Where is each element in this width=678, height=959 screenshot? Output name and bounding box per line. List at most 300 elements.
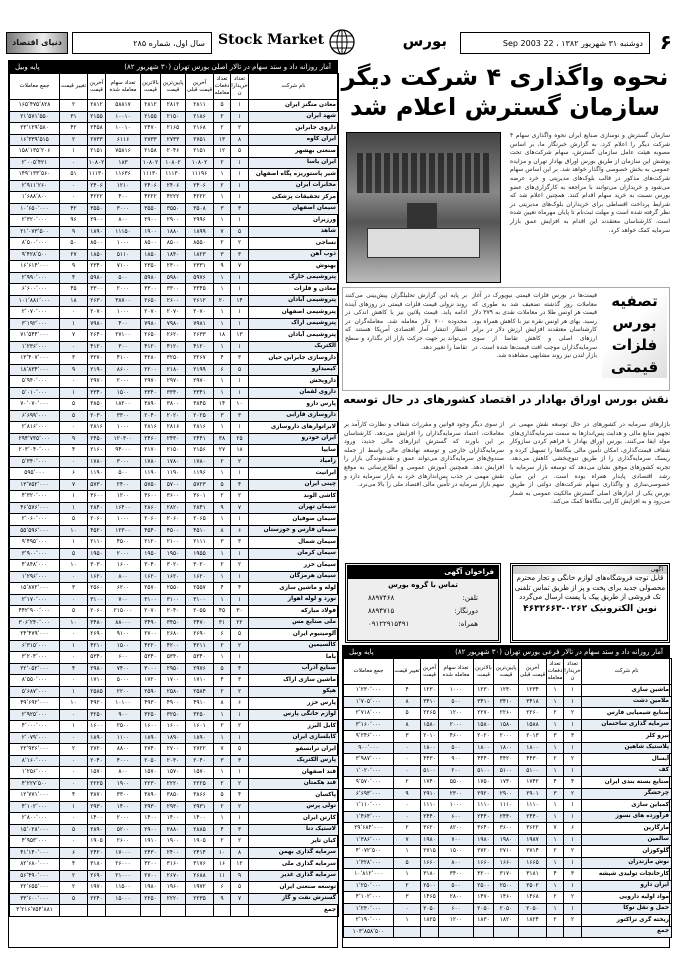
cell-value [214, 905, 231, 917]
cell-value [106, 905, 141, 917]
table-row [10, 675, 339, 687]
cell-value: ۱۸ [231, 445, 249, 457]
box-column-1: قیمت‌ها در بورس فلزات قیمتی نیویورک در آغاز معاملات روز گذشته تضعیف شد به طوری که قیمت هر اونس طلا در معاملات نقدی به ۳۷۹ دلار رسید. بهای هر اونس نقره نیز با کاهش همراه بود. کارشناسان معتقدند افزایش ارزش دلار در برابر ارزهای اصلی و کاهش تقاضا از سوی سرمایه‌گذاران موجب افت قیمت‌ها شده است. در بازار لندن نیز روند مشابهی مشاهده شد. [472, 292, 597, 360]
cell-value: ۱ [564, 765, 582, 777]
cell-value: ۳ [231, 203, 249, 215]
table-row [10, 836, 339, 848]
cell-value: ۱۲۰۰ [106, 491, 141, 503]
cell-value: ۳ [60, 583, 88, 595]
cell-value: ۲۰۴۰ [161, 606, 186, 618]
cell-value: ۲۹۰۰ [88, 215, 106, 227]
contact-title: فراخوان آگهی [348, 566, 498, 579]
cell-value: ۲۹۹۶ [186, 215, 214, 227]
cell-value: ۵ [231, 744, 249, 756]
cell-value: ۹٬۲۴۶٬۰۰۰ [344, 731, 394, 743]
cell-value: ۱ [231, 468, 249, 480]
cell-value: ۷ [231, 502, 249, 514]
cell-value: ۵۸۸۱۷ [106, 100, 141, 112]
cell-value: ۲۱۰۰۰ [106, 870, 141, 882]
cell-value: ۱ [60, 537, 88, 549]
cell-value: ۱ [231, 180, 249, 192]
cell-value: ۲٬۱۷۰٬۰۰۰ [10, 594, 60, 606]
cell-value: ۵۱ [60, 169, 88, 181]
cell-value: ۲۱۵۰۰۰ [106, 606, 141, 618]
cell-value: ۵ [231, 226, 249, 238]
cell-value: ۲۵۰۰ [494, 880, 519, 892]
cell-value: ۱۴۹٬۱۳۳٬۵۶۰ [10, 169, 60, 181]
cell-value: ۲۹۳۱ [186, 801, 214, 813]
cell-value: ۲۲۶۵ [421, 708, 439, 720]
cell-value: ۲۴۶۰ [141, 433, 161, 445]
company-name: فولاد مبارکه [249, 606, 339, 618]
cell-value: ۳۳۴۱ [186, 387, 214, 399]
cell-value: ۲۶۵۰ [141, 295, 161, 307]
company-name: مرکز تحقیقات پزشکی [249, 192, 339, 204]
cell-value: ۵۷۰۰ [161, 479, 186, 491]
cell-value: ۱۵۰۰ [106, 640, 141, 652]
cell-value: ۲٬۱۹۰٬۰۰۰ [344, 915, 394, 927]
table-row [10, 134, 339, 146]
cell-value: ۱۵۰۰ [106, 387, 141, 399]
cell-value: ۲۰۷۰ [88, 307, 106, 319]
cell-value: ۸ [214, 698, 231, 710]
cell-value: ۴۴۲۰ [494, 754, 519, 766]
cell-value: ۲۱۵۱ [186, 146, 214, 158]
cell-value: ۴ [60, 663, 88, 675]
cell-value: ۳۸۰۰ [161, 399, 186, 411]
table-row [344, 696, 672, 708]
cell-value: ۴ [547, 869, 564, 881]
company-name: آلومینیوم ایران [249, 629, 339, 641]
cell-value: ۳۴۰۰ [439, 869, 474, 881]
table-row [344, 857, 672, 869]
cell-value: ۲ [231, 560, 249, 572]
section-title-en: Stock Market [218, 32, 325, 48]
cell-value: ۸٬۵۵۰٬۰۰۰ [10, 675, 60, 687]
cell-value: ۷۱۰۰ [106, 261, 141, 273]
cell-value: ۳۶۰۰ [88, 491, 106, 503]
cell-value: ۱۹۵۵ [186, 548, 214, 560]
cell-value: ۱٬۷۰۵٬۰۰۰ [344, 696, 394, 708]
cell-value: ۰ [60, 629, 88, 641]
company-name: بهنوش [249, 261, 339, 273]
cell-value [88, 905, 106, 917]
precious-metals-box [342, 287, 670, 391]
cell-value: ۷۴۰۰ [106, 663, 141, 675]
cell-value: ۱۷۸۰ [161, 456, 186, 468]
cell-value: ۴٬۸۴۸٬۰۰۰ [10, 560, 60, 572]
cell-value: ۲۱۵۰ [161, 111, 186, 123]
contact-value: ۸۸۹۷۴۶۸ [368, 594, 395, 602]
cell-value: ۲۴۰۶ [161, 180, 186, 192]
cell-value: ۲۳۴۰ [88, 261, 106, 273]
cell-value: ۱۱۱۵۰ [106, 226, 141, 238]
cell-value: ۱۹۰۰ [141, 226, 161, 238]
cell-value: ۱۲۰۰ [439, 915, 474, 927]
table-row [10, 778, 339, 790]
company-name: صنایع بسته بندی ایران [582, 777, 672, 789]
cell-value: ۵۰۰۰ [106, 675, 141, 687]
cell-value: ۱ [231, 387, 249, 399]
cell-value: ۲۶۲۰ [161, 330, 186, 342]
contact-label: دورنگار: [454, 607, 478, 615]
cell-value: ۲ [394, 880, 421, 892]
cell-value: ۱ [214, 341, 231, 353]
cell-value: ۲۴۴۱ [186, 433, 214, 445]
company-name: ماشین سازی [582, 685, 672, 697]
cell-value: ۴۴۳۰ [519, 754, 547, 766]
cell-value: ۲۴۰۰ [161, 847, 186, 859]
cell-value: ۳۱۶۰ [161, 859, 186, 871]
cell-value: ۱۹۱۰ [141, 836, 161, 848]
cell-value: ۱ [547, 719, 564, 731]
cell-value: ۱۹۸۰ [421, 834, 439, 846]
cell-value: ۲۹۰۱ [519, 788, 547, 800]
cell-value: ۱۰۸۰۲ [88, 157, 106, 169]
cell-value: ۱۰ [231, 399, 249, 411]
cell-value: ۳۴۱۰ [494, 696, 519, 708]
cell-value: ۲۹۳۰ [161, 801, 186, 813]
cell-value: ۱۰ [60, 698, 88, 710]
cell-value: ۲۰۷۰ [141, 307, 161, 319]
cell-value: ۲۱۵۵ [141, 111, 161, 123]
cell-value: ۳ [231, 537, 249, 549]
cell-value: ۲ [214, 491, 231, 503]
newspaper-logo: دنیای اقتصاد [6, 32, 68, 54]
cell-value: ۲۹۳۰ [88, 801, 106, 813]
box-title: تصفیه بورس فلزات قیمتی [602, 290, 667, 378]
cell-value: ۲۳٬۹۳۶٬۰۰۰ [10, 744, 60, 756]
table-row [10, 146, 339, 158]
cell-value: ۵۳۴۰ [161, 652, 186, 664]
cell-value: ۱۵۷۰ [141, 767, 161, 779]
cell-value: ۳۱۸۰ [421, 869, 439, 881]
cell-value: ۶٬۶۰۰٬۰۰۰ [10, 284, 60, 296]
cell-value: ۰ [60, 341, 88, 353]
ad-phone: ۰۲۶۲-۴۶۳۲۶۶۳ [523, 603, 588, 614]
table-row [10, 663, 339, 675]
company-name: شاهد [249, 226, 339, 238]
company-name: هپکو [249, 686, 339, 698]
cell-value: ۱۶۲۰ [186, 571, 214, 583]
subheadline: نقش بورس اوراق بهادار در اقتصاد کشورهای در حال توسعه [343, 393, 669, 406]
company-name: سالمین [582, 834, 672, 846]
cell-value: ۷ [231, 893, 249, 905]
cell-value: ۲۱۶۸ [186, 123, 214, 135]
company-name: گسترش نفت و گاز [249, 893, 339, 905]
cell-value: ۸۲۰۰ [439, 823, 474, 835]
column-header: آخرین قیمت قبلی [186, 74, 214, 100]
cell-value: ۴۴۴۰ [474, 754, 494, 766]
table-row [10, 525, 339, 537]
table-row [344, 800, 672, 812]
table-row [10, 571, 339, 583]
company-name: پتروشیمی خارک [249, 272, 339, 284]
cell-value: ۱۰۸۰۲ [186, 157, 214, 169]
table-row [10, 111, 339, 123]
cell-value: ۱۷۰۰۰ [106, 847, 141, 859]
cell-value: ۲۵۶۰ [88, 583, 106, 595]
cell-value: ۸ [394, 696, 421, 708]
secondary-hall-table [342, 645, 670, 948]
table-row [10, 698, 339, 710]
company-name: قند هکمتان [249, 778, 339, 790]
cell-value: ۲۱۵۱ [88, 146, 106, 158]
cell-value: ۲۰۴۰ [141, 410, 161, 422]
cell-value: ۷۹۸۰ [141, 318, 161, 330]
cell-value: ۵۹۸۰ [161, 272, 186, 284]
company-name: داروی جابرابن [249, 123, 339, 135]
cell-value: ۲۱۶۰ [88, 445, 106, 457]
table-row [10, 192, 339, 204]
cell-value: ۲۸۱۲ [88, 100, 106, 112]
cell-value: ۲۳٬۱۲۹٬۵۸۰ [10, 123, 60, 135]
cell-value: ۱۱۱۳۰ [88, 169, 106, 181]
table-tag: پایه وبیل [349, 648, 374, 656]
cell-value: ۲۲۶۰ [494, 708, 519, 720]
cell-value: ۲۶۸۰ [161, 629, 186, 641]
cell-value: ۱ [60, 491, 88, 503]
cell-value: ۲۶۰۰ [106, 836, 141, 848]
cell-value: ۱ [231, 111, 249, 123]
cell-value: ۱۸ [214, 330, 231, 342]
company-name: ایران خودرو [249, 433, 339, 445]
cell-value: ۲ [214, 721, 231, 733]
cell-value: ۱۶۲۰ [141, 571, 161, 583]
table-row [10, 295, 339, 307]
cell-value: ۴۰۰ [106, 192, 141, 204]
cell-value: ۴ [214, 824, 231, 836]
cell-value: ۳۱۰۰ [88, 594, 106, 606]
cell-value: ۱ [214, 468, 231, 480]
cell-value: ۳ [547, 731, 564, 743]
cell-value: ۵۳۴۰ [88, 652, 106, 664]
table-row [10, 445, 339, 457]
column-header: آخرین قیمت قبلی [519, 659, 547, 685]
cell-value: ۱ [214, 307, 231, 319]
cell-value: ۱٬۲۳۰٬۰۰۰ [344, 685, 394, 697]
cell-value: ۴۲ [60, 123, 88, 135]
company-name: مارگارین [582, 823, 672, 835]
cell-value: ۳۱ [60, 111, 88, 123]
cell-value: ۸۸۰۰ [106, 744, 141, 756]
column-header: تعداد سهام معامله شده [439, 659, 474, 685]
cell-value: ۳۶۰۰ [141, 491, 161, 503]
cell-value: ۲ [231, 640, 249, 652]
cell-value: ۲ [564, 754, 582, 766]
cell-value: ۲۰۲۰ [161, 410, 186, 422]
cell-value: ۳۳۰۰ [141, 284, 161, 296]
table-row [10, 882, 339, 894]
cell-value: ۳۳۴۵ [186, 284, 214, 296]
cell-value: ۲۰۵۰ [519, 903, 547, 915]
cell-value: ۳۰۰۰ [106, 203, 141, 215]
cell-value: ۷ [547, 823, 564, 835]
company-name: ماشین سازی اراک [249, 675, 339, 687]
cell-value: ۳۳۰۰ [106, 410, 141, 422]
cell-value: ۷ [214, 744, 231, 756]
cell-value: ۲ [231, 778, 249, 790]
cell-value: ۱ [231, 192, 249, 204]
cell-value: ۲۷ [60, 249, 88, 261]
cell-value: ۱۷۵۰ [474, 777, 494, 789]
company-name: پتروشیمی آبادان [249, 295, 339, 307]
cell-value: ۱۸۳۰ [474, 915, 494, 927]
cell-value: ۴۶٬۵۷۶٬۰۰۰ [10, 502, 60, 514]
cell-value: ۹ [60, 261, 88, 273]
cell-value: ۳۰۲۰ [186, 560, 214, 572]
cell-value: ۱ [214, 192, 231, 204]
table-row [10, 813, 339, 825]
cell-value: ۱۹۷۰ [88, 882, 106, 894]
box-column-2: بر پایه این گزارش تحلیلگران پیش‌بینی می‌کنند روند نزولی قیمت فلزات قیمتی در روزهای آینده ادامه یابد. قیمت پلاتین نیز با کاهش اندکی در محدوده ۷۰۰ دلار معامله شد. معامله‌گران در انتظار انتشار آمار اقتصادی آمریکا هستند که می‌تواند بر جهت حرکت بازار اثر بگذارد و سطح تقاضا را تغییر دهد. [345, 292, 467, 351]
cell-value: ۲ [231, 238, 249, 250]
cell-value: ۲ [394, 823, 421, 835]
cell-value: ۰ [60, 307, 88, 319]
cell-value: ۱ [547, 834, 564, 846]
cell-value: ۳۲۵۰ [161, 709, 186, 721]
cell-value: ۳۰۲۰ [161, 560, 186, 572]
cell-value: ۷۰۰ [106, 594, 141, 606]
cell-value: ۱ [564, 800, 582, 812]
cell-value: ۰ [60, 732, 88, 744]
cell-value: ۳ [214, 410, 231, 422]
cell-value: ۲۹۷۰ [161, 376, 186, 388]
cell-value: ۲ [231, 721, 249, 733]
ad-company: نوین الکترونیک [590, 603, 657, 614]
cell-value: ۲ [547, 708, 564, 720]
cell-value: ۳۰۶٬۲۴۰٬۰۰۰ [10, 617, 60, 629]
cell-value: ۳۵۵۰ [141, 203, 161, 215]
cell-value: ۱۱۱۰ [494, 800, 519, 812]
cell-value [547, 926, 564, 938]
cell-value: ۱۵۷۰ [88, 767, 106, 779]
cell-value: ۳۸۷۰۰ [106, 295, 141, 307]
cell-value: ۲۱۹۰ [88, 364, 106, 376]
cell-value: ۵٬۶۸۷٬۰۰۰ [10, 686, 60, 698]
cell-value: ۲۲۳۵ [186, 893, 214, 905]
ad-line: تک فروشی از طریق پیک یا پست ارسال می‌گردد [519, 593, 661, 601]
cell-value: ۱۸۸۰ [161, 226, 186, 238]
company-name: سرمایه گذاری غدیر [249, 870, 339, 882]
cell-value: ۱۴۰۰ [106, 801, 141, 813]
cell-value: ۵۵٬۵۹۶٬۰۰۰ [10, 525, 60, 537]
cell-value: ۲۴٬۴۷۹٬۰۰۰ [10, 629, 60, 641]
cell-value: ۲۸۲۰ [161, 502, 186, 514]
cell-value: ۱ [214, 548, 231, 560]
table-row [10, 801, 339, 813]
cell-value: ۵ [60, 893, 88, 905]
company-name: ایران دارو [582, 880, 672, 892]
column-header: آخرین قیمت [421, 659, 439, 685]
cell-value: ۱ [394, 915, 421, 927]
cell-value: ۳۲۷۰ [88, 353, 106, 365]
cell-value: ۲۱٬۰۷۳٬۵۰۰ [10, 226, 60, 238]
cell-value: ۹۴۰۰۰ [106, 445, 141, 457]
page-number: ۶ [659, 30, 672, 54]
table-row [10, 284, 339, 296]
cell-value: ۷۵۸۱۶ [106, 146, 141, 158]
cell-value: ۱۶۰۰ [141, 721, 161, 733]
cell-value: ۲ [214, 640, 231, 652]
cell-value: ۱۱۹۰ [161, 468, 186, 480]
cell-value: ۲۵۵۰ [161, 583, 186, 595]
cell-value: ۲۰۶۰ [88, 514, 106, 526]
cell-value: ۹۶ [60, 215, 88, 227]
cell-value: ۲٬۸۰۰٬۰۰۰ [10, 813, 60, 825]
cell-value: ۲۶۳۰ [88, 295, 106, 307]
company-name: کارخانجات تولیدی شیشه [582, 869, 672, 881]
cell-value: ۴ [214, 353, 231, 365]
company-name: سیمان هرمزگان [249, 571, 339, 583]
cell-value: ۲ [214, 456, 231, 468]
cell-value: ۱۰ [60, 617, 88, 629]
cell-value: ۴۶۰۰ [439, 731, 474, 743]
cell-value: ۵٬۰۱۰٬۰۰۰ [10, 387, 60, 399]
cell-value: ۴٬۳۲۰٬۰۰۰ [10, 491, 60, 503]
cell-value: ۲۰۰ [439, 765, 474, 777]
company-name: مواد اولیه دارویی [582, 892, 672, 904]
cell-value: ۱ [547, 811, 564, 823]
ad-line: قابل توجه فروشگاه‌های لوازم خانگی و تجار محترم [516, 574, 664, 582]
cell-value: ۵۰۰ [439, 742, 474, 754]
cell-value: ۱۹۰۵ [186, 836, 214, 848]
table-row [344, 926, 672, 938]
cell-value: ۱۸۰۰ [474, 742, 494, 754]
company-name: ایرانیت [249, 468, 339, 480]
cell-value: ۱۵٬۰۲۸٬۰۰۰ [10, 824, 60, 836]
cell-value: ۱۵۰۰۰ [106, 893, 141, 905]
cell-value: ۱۱۱۹۶ [186, 169, 214, 181]
cell-value: ۵۲۰۰ [106, 824, 141, 836]
cell-value: ۳۸۵۰ [161, 790, 186, 802]
cell-value: ۲ [231, 686, 249, 698]
cell-value: ۰ [60, 376, 88, 388]
cell-value: ۲٬۹۹۰٬۰۰۰ [10, 272, 60, 284]
cell-value: ۳۳٬۶۰۰٬۰۰۰ [10, 893, 60, 905]
cell-value: ۲٬۳۲۰٬۰۰۰ [10, 215, 60, 227]
table-row [10, 629, 339, 641]
table-row [10, 790, 339, 802]
company-name: مخابرات ایران [249, 180, 339, 192]
cell-value: ۵۱۰۰ [474, 765, 494, 777]
cell-value: ۵ [60, 514, 88, 526]
cell-value [141, 905, 161, 917]
cell-value: ۱۷۸۰ [88, 456, 106, 468]
cell-value: ۵ [60, 606, 88, 618]
company-name: ملامین دشت [582, 696, 672, 708]
table-row [344, 880, 672, 892]
cell-value: ۱۵۰۰ [439, 846, 474, 858]
cell-value: ۲۷۳۳ [161, 134, 186, 146]
contact-row [348, 605, 498, 618]
cell-value: ۴ [214, 583, 231, 595]
cell-value: ۲۷۳۳ [88, 134, 106, 146]
table-row [10, 330, 339, 342]
company-name: ایران کاوه [249, 134, 339, 146]
cell-value: ۱۳٬۴۰۷٬۰۰۰ [10, 353, 60, 365]
cell-value: ۲۲۲۵ [186, 778, 214, 790]
table-row [10, 364, 339, 376]
cell-value: ۰ [394, 800, 421, 812]
cell-value: ۱ [547, 857, 564, 869]
cell-value [439, 926, 474, 938]
cell-value: ۲ [214, 157, 231, 169]
cell-value: ۱۵۸۰ [474, 719, 494, 731]
cell-value: ۳۵۰۸ [186, 203, 214, 215]
cell-value: ۸۰۰ [439, 857, 474, 869]
cell-value: ۳۳۴۰ [141, 387, 161, 399]
